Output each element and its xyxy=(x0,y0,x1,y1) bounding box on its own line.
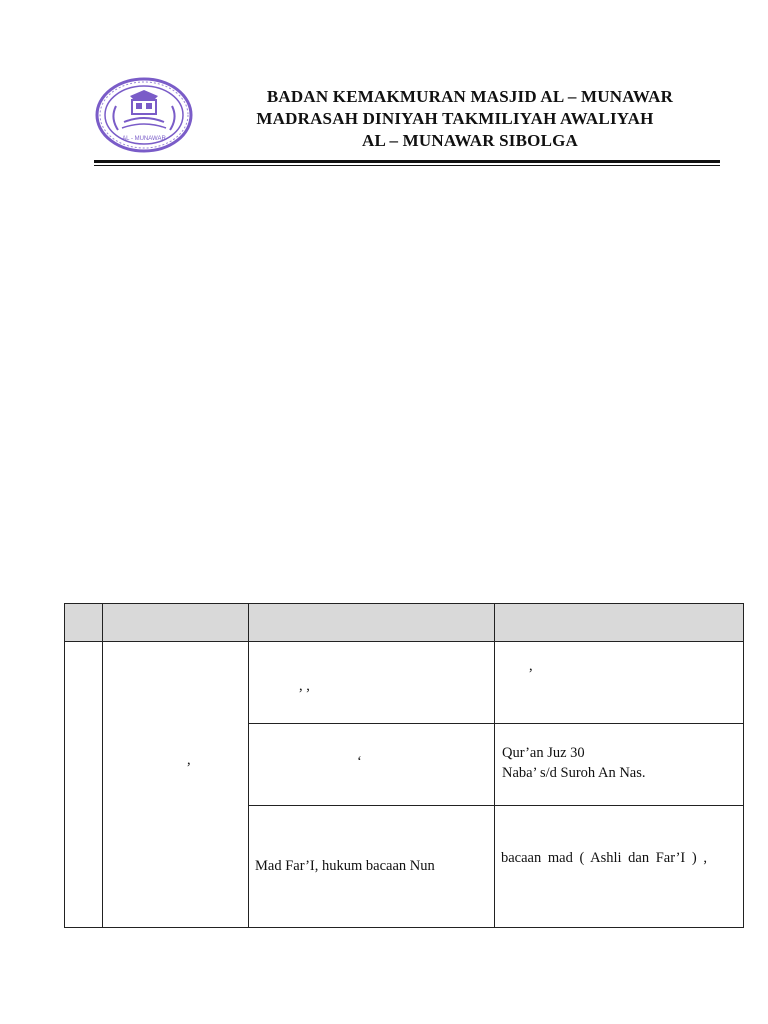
table-cell-number xyxy=(65,642,103,928)
cell-text-line-2: Naba’ s/d Suroh An Nas. xyxy=(502,765,646,781)
header-cell xyxy=(249,604,495,642)
content-table xyxy=(64,603,744,928)
header-cell xyxy=(65,604,103,642)
header-line-3: AL – MUNAWAR SIBOLGA xyxy=(361,131,579,150)
cell-text: , xyxy=(529,658,533,674)
table-row xyxy=(65,642,744,724)
letterhead xyxy=(200,86,710,152)
header-cell xyxy=(495,604,744,642)
cell-text: , xyxy=(187,752,191,768)
header-line-1: BADAN KEMAKMURAN MASJID AL – MUNAWAR xyxy=(266,87,674,106)
table-cell xyxy=(249,642,495,724)
cell-text: bacaan mad ( Ashli dan Far’I ) , xyxy=(501,850,707,866)
logo-text: AL - MUNAWAR xyxy=(122,136,166,142)
table-cell xyxy=(495,724,744,806)
table-cell xyxy=(495,806,744,928)
header-line-2: MADRASAH DINIYAH TAKMILIYAH AWALIYAH xyxy=(256,109,654,128)
cell-text: , , xyxy=(299,678,310,694)
cell-text: Mad Far’I, hukum bacaan Nun xyxy=(255,858,435,874)
table-cell xyxy=(495,642,744,724)
header-rule-thin xyxy=(94,165,720,166)
table-cell xyxy=(249,724,495,806)
cell-text: ‘ xyxy=(357,754,362,770)
table-cell-topic xyxy=(103,642,249,928)
table-cell xyxy=(249,806,495,928)
header-rule-thick xyxy=(94,160,720,163)
school-seal-logo xyxy=(94,76,194,154)
cell-text-line-1: Qur’an Juz 30 xyxy=(502,745,585,761)
header-cell xyxy=(103,604,249,642)
table-header-row xyxy=(65,604,744,642)
